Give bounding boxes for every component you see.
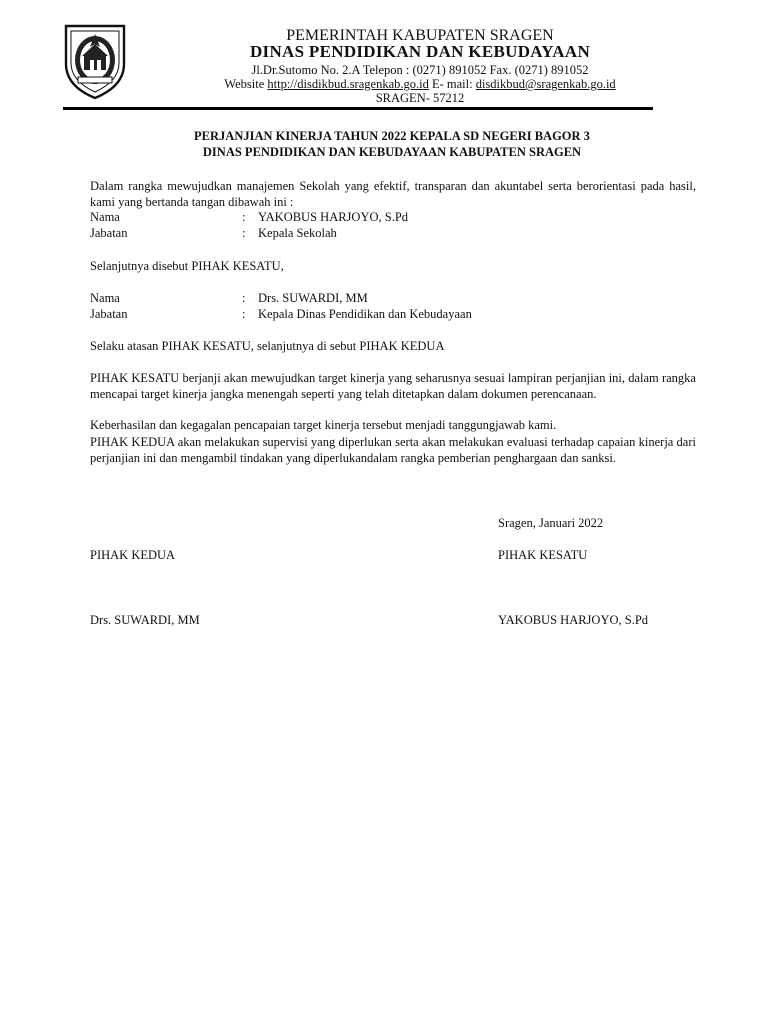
party1-note: Selanjutnya disebut PIHAK KESATU, xyxy=(90,259,284,273)
kabupaten-sragen-emblem-icon xyxy=(62,20,128,100)
signature-right-role: PIHAK KESATU xyxy=(498,548,588,562)
party1-name-label: Nama xyxy=(90,210,120,224)
website-label: Website xyxy=(224,77,265,91)
document-title-line1: PERJANJIAN KINERJA TAHUN 2022 KEPALA SD NEGERI BAGOR 3 xyxy=(194,129,590,143)
website-link[interactable]: http://disdikbud.sragenkab.go.id xyxy=(267,77,429,91)
letterhead-divider xyxy=(63,107,653,110)
party2-position-row xyxy=(90,307,696,323)
supervision-paragraph: PIHAK KEDUA akan melakukan supervisi yang diperlukan serta akan melakukan evaluasi terhadap capaian kinerja dari perjanjian ini dan mengambil tindakan yang diperlukandalam rangka pemberian penghargaan dan sanksi. xyxy=(90,435,696,465)
letterhead-contact xyxy=(140,77,700,92)
party2-position-colon: : xyxy=(242,307,246,321)
party2-name-label: Nama xyxy=(90,291,120,305)
party2-note: Selaku atasan PIHAK KESATU, selanjutnya di sebut PIHAK KEDUA xyxy=(90,339,445,353)
party1-position-colon: : xyxy=(242,226,246,240)
party1-position-label: Jabatan xyxy=(90,226,128,240)
party1-name-colon: : xyxy=(242,210,246,224)
intro-paragraph: Dalam rangka mewujudkan manajemen Sekolah yang efektif, transparan dan akuntabel serta berorientasi pada hasil, kami yang bertanda tangan dibawah ini : xyxy=(90,179,696,209)
responsibility-paragraph: Keberhasilan dan kegagalan pencapaian target kinerja tersebut menjadi tanggungjawab kami. xyxy=(90,418,557,432)
party2-name-colon: : xyxy=(242,291,246,305)
signature-left-role: PIHAK KEDUA xyxy=(90,548,176,562)
party2-name-value: Drs. SUWARDI, MM xyxy=(258,291,368,305)
letterhead-office: DINAS PENDIDIKAN DAN KEBUDAYAAN xyxy=(249,42,591,61)
party1-name-value: YAKOBUS HARJOYO, S.Pd xyxy=(258,210,409,224)
party2-position-value: Kepala Dinas Pendidikan dan Kebudayaan xyxy=(258,307,472,321)
party1-position-value: Kepala Sekolah xyxy=(258,226,337,240)
email-label: E- mail: xyxy=(431,77,473,91)
email-link[interactable]: disdikbud@sragenkab.go.id xyxy=(475,77,616,91)
party1-position-row xyxy=(90,226,696,242)
letterhead-city-code: SRAGEN- 57212 xyxy=(375,91,465,105)
party2-position-label: Jabatan xyxy=(90,307,128,321)
letterhead-government: PEMERINTAH KABUPATEN SRAGEN xyxy=(286,27,554,44)
signature-left-name: Drs. SUWARDI, MM xyxy=(90,613,200,627)
party1-name-row xyxy=(90,210,696,226)
signature-right-name: YAKOBUS HARJOYO, S.Pd xyxy=(498,613,649,627)
letterhead-address: Jl.Dr.Sutomo No. 2.A Telepon : (0271) 891052 Fax. (0271) 891052 xyxy=(251,63,589,77)
place-date: Sragen, Januari 2022 xyxy=(498,516,604,530)
party2-name-row xyxy=(90,291,696,307)
commitment-paragraph: PIHAK KESATU berjanji akan mewujudkan target kinerja yang seharusnya sesuai lampiran perjanjian ini, dalam rangka mencapai target kinerja jangka menengah seperti yang telah ditetapkan dalam dokumen perencanaan. xyxy=(90,371,696,401)
document-title-line2: DINAS PENDIDIKAN DAN KEBUDAYAAN KABUPATEN SRAGEN xyxy=(202,145,582,159)
